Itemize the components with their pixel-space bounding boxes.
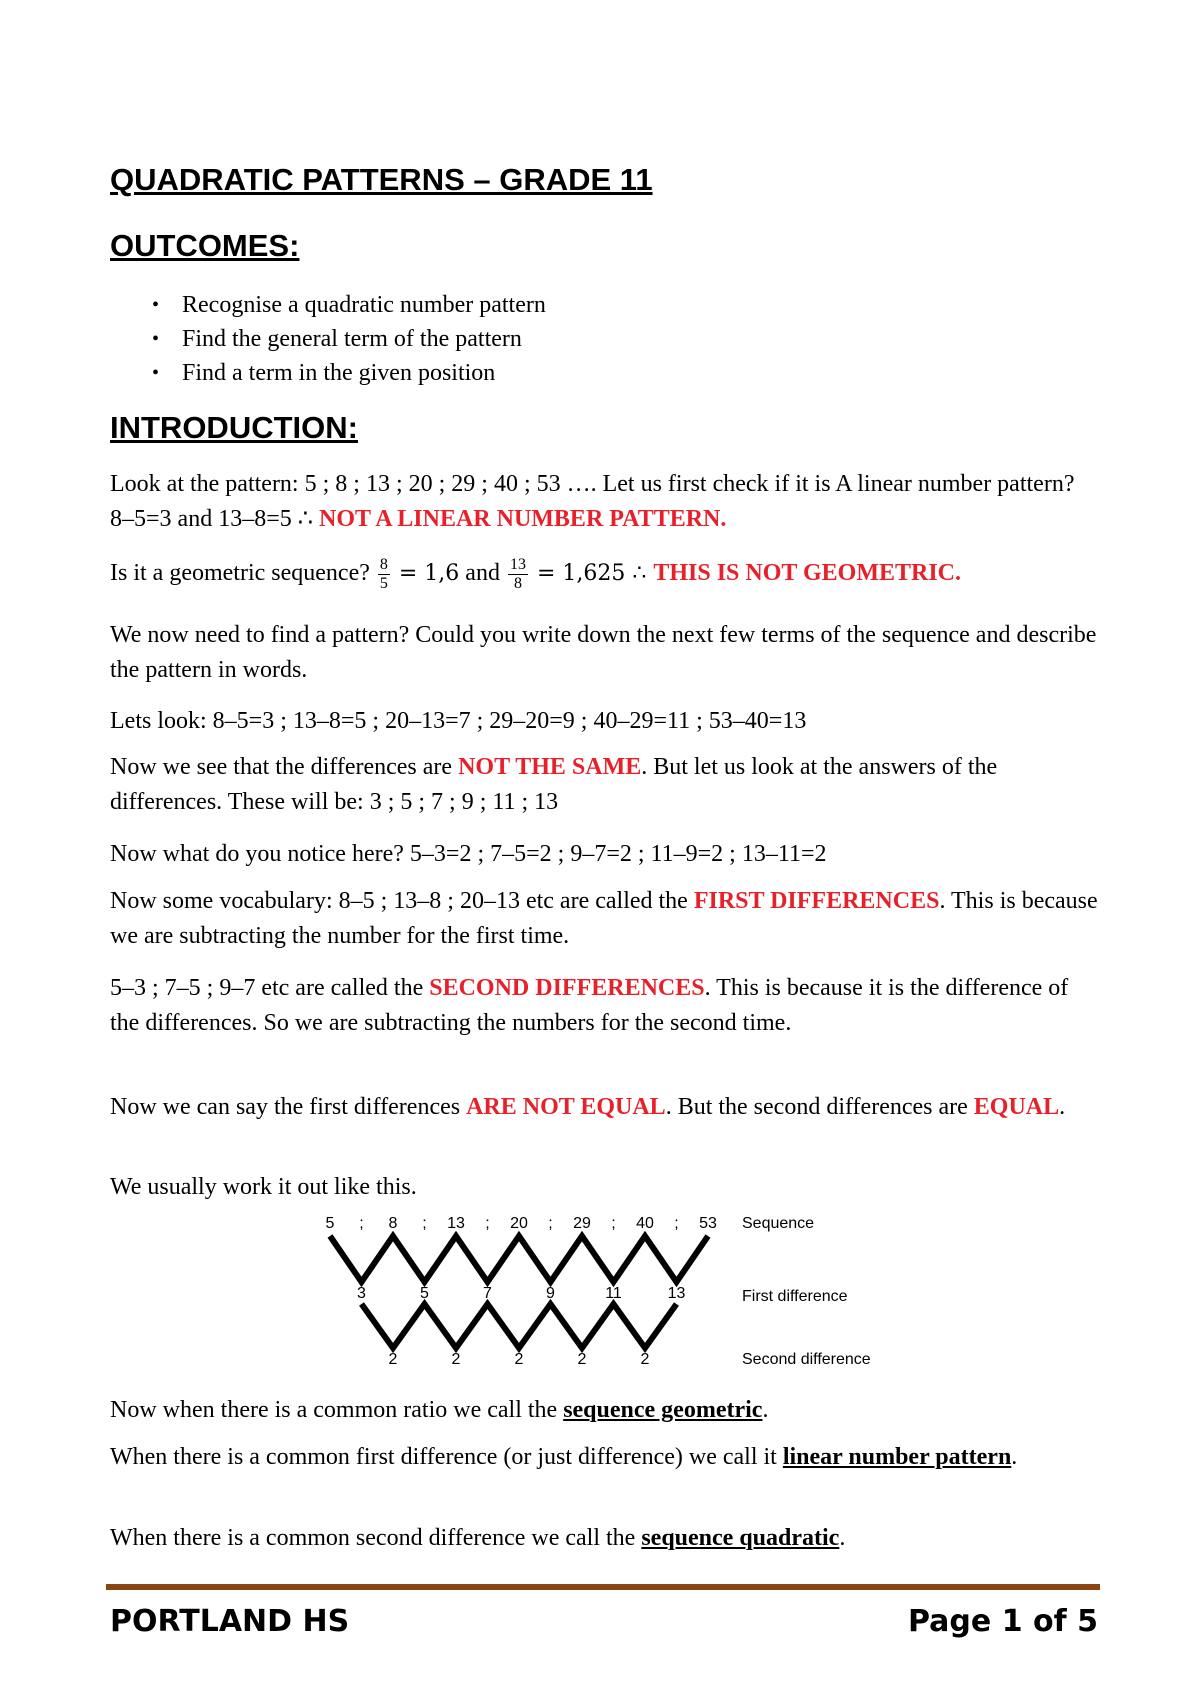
sequence-term: 40 xyxy=(636,1215,654,1232)
second-difference-value: 2 xyxy=(388,1351,398,1368)
first-difference-zigzag xyxy=(330,1236,708,1282)
differences-diagram xyxy=(310,1208,910,1388)
paragraph-find-pattern: We now need to find a pattern? Could you write down the next few terms of the sequence and describe the pattern in words. xyxy=(110,622,1097,683)
sequence-separator: ; xyxy=(674,1215,679,1232)
first-difference-value: 5 xyxy=(420,1285,429,1302)
label-second-difference: Second difference xyxy=(742,1351,871,1368)
list-item: • Find the general term of the pattern xyxy=(110,322,546,356)
second-difference-value: 2 xyxy=(640,1351,650,1368)
sequence-separator: ; xyxy=(359,1215,364,1232)
bullet-icon: • xyxy=(152,328,160,350)
paragraph-differences: Lets look: 8–5=3 ; 13–8=5 ; 20–13=7 ; 29–20=9 ; 40–29=11 ; 53–40=13 xyxy=(110,708,807,734)
sequence-term: 8 xyxy=(388,1215,398,1232)
bullet-icon: • xyxy=(152,294,160,316)
sequence-separator: ; xyxy=(548,1215,553,1232)
list-item: • Find a term in the given position xyxy=(110,356,546,390)
sequence-term: 29 xyxy=(573,1215,591,1232)
paragraph-equal: Now we can say the first differences ARE NOT EQUAL. But the second differences are EQUAL. xyxy=(110,1094,1066,1120)
introduction-heading: INTRODUCTION: xyxy=(110,410,358,445)
paragraph-not-same: Now we see that the differences are NOT THE SAME. But let us look at the answers of the differences. These will be: 3 ; 5 ; 7 ; 9 ; 11 ; 13 xyxy=(110,754,998,815)
sequence-term: 5 xyxy=(325,1215,335,1232)
second-difference-zigzag xyxy=(362,1304,677,1348)
first-difference-value: 3 xyxy=(357,1285,366,1302)
first-difference-value: 11 xyxy=(605,1285,622,1302)
paragraph-geometric: Is it a geometric sequence? $\frac{8}{5}$ = 1,6 and $\frac{13}{8}$ = 1,625 ∴ THIS IS NOT GEOMETRIC. xyxy=(110,556,961,592)
sequence-separator: ; xyxy=(422,1215,427,1232)
paragraph-notice: Now what do you notice here? 5–3=2 ; 7–5=2 ; 9–7=2 ; 11–9=2 ; 13–11=2 xyxy=(110,841,827,867)
paragraph-pattern: Look at the pattern: 5 ; 8 ; 13 ; 20 ; 29 ; 40 ; 53 …. Let us first check if it is A linear number pattern? 8–5=3 and 13–8=5 ∴ NOT A LINEAR NUMBER PATTERN. xyxy=(110,471,1075,532)
outcomes-heading: OUTCOMES: xyxy=(110,228,300,263)
fraction-8-over-5: $\frac{8}{5}$ xyxy=(379,556,388,592)
first-difference-row xyxy=(357,1285,685,1302)
sequence-separator: ; xyxy=(485,1215,490,1232)
fraction-13-over-8: $\frac{13}{8}$ xyxy=(509,556,526,592)
first-difference-value: 9 xyxy=(546,1285,555,1302)
list-item: • Recognise a quadratic number pattern xyxy=(110,288,546,322)
sequence-term: 20 xyxy=(510,1215,528,1232)
bullet-icon: • xyxy=(152,362,160,384)
label-sequence: Sequence xyxy=(742,1215,815,1232)
second-difference-row xyxy=(389,1351,650,1368)
label-first-difference: First difference xyxy=(742,1288,848,1305)
paragraph-second-differences: 5–3 ; 7–5 ; 9–7 etc are called the SECOND DIFFERENCES. This is because it is the difference of the differences. So we are subtracting the numbers for the second time. xyxy=(110,975,1069,1036)
first-difference-value: 7 xyxy=(483,1285,492,1302)
first-difference-value: 13 xyxy=(667,1285,686,1302)
page-title: QUADRATIC PATTERNS – GRADE 11 xyxy=(110,162,653,197)
paragraph-vocabulary: Now some vocabulary: 8–5 ; 13–8 ; 20–13 etc are called the FIRST DIFFERENCES. This is because we are subtracting the number for the first time. xyxy=(110,888,1098,949)
second-difference-value: 2 xyxy=(577,1351,587,1368)
paragraph-work-it-out: We usually work it out like this. xyxy=(110,1174,417,1200)
zigzag-line-first xyxy=(330,1236,708,1282)
paragraph-linear-definition: When there is a common first difference (or just difference) we call it linear number pattern. xyxy=(110,1444,1018,1470)
footer-rule xyxy=(106,1584,1100,1590)
sequence-term: 13 xyxy=(447,1215,465,1232)
outcomes-list xyxy=(110,288,546,390)
footer-school: PORTLAND HS xyxy=(110,1604,350,1639)
paragraph-geometric-definition: Now when there is a common ratio we call the sequence geometric. xyxy=(110,1397,769,1423)
zigzag-line-second xyxy=(362,1304,677,1348)
sequence-row xyxy=(326,1215,717,1232)
paragraph-quadratic-definition: When there is a common second difference we call the sequence quadratic. xyxy=(110,1525,846,1551)
sequence-term: 53 xyxy=(699,1215,717,1232)
second-difference-value: 2 xyxy=(451,1351,461,1368)
second-difference-value: 2 xyxy=(514,1351,524,1368)
sequence-separator: ; xyxy=(611,1215,616,1232)
footer-page-number: Page 1 of 5 xyxy=(908,1604,1098,1639)
